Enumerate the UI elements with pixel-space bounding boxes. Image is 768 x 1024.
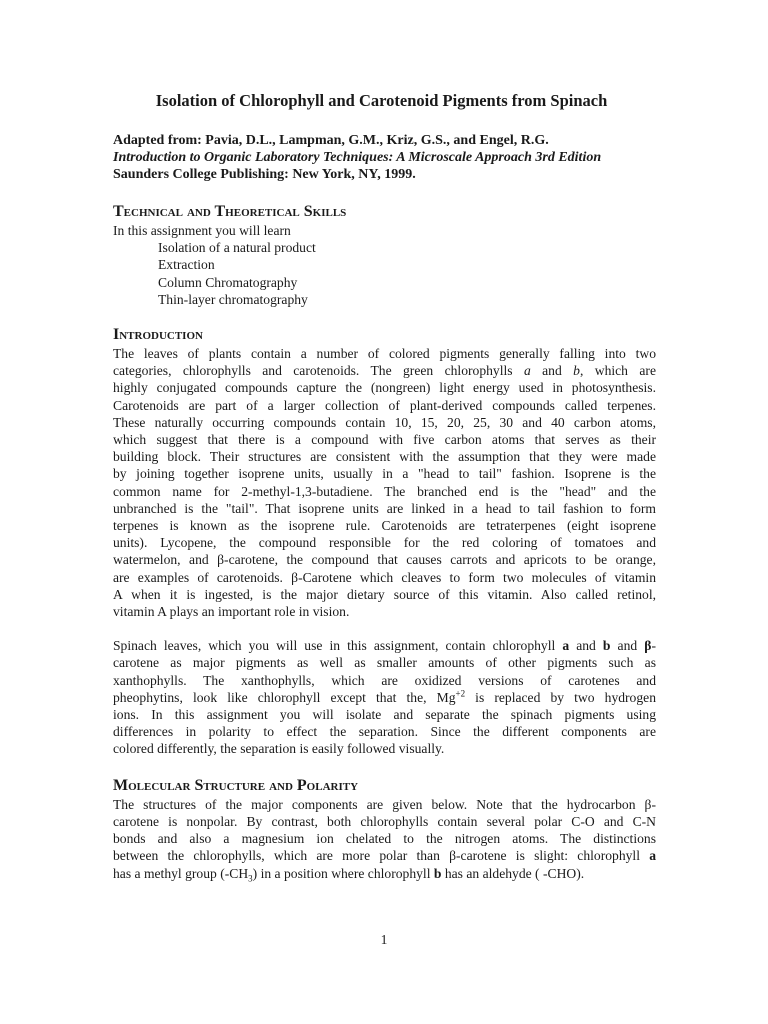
text-line: terpenes is known as the isoprene rule. Carotenoids are tetraterpenes (eight isoprene: [113, 518, 656, 534]
text-line: by joining together isoprene units, usually in a "head to tail" fashion. Isoprene is the: [113, 466, 656, 482]
source-citation: [113, 132, 656, 183]
text-line: The leaves of plants contain a number of colored pigments generally falling into two: [113, 346, 656, 362]
text-line: are examples of carotenoids. β-Carotene which cleaves to form two molecules of vitamin: [113, 569, 656, 585]
skills-heading: Technical and Theoretical Skills: [113, 203, 347, 220]
skill-item: Column Chromatography: [158, 274, 298, 290]
introduction-paragraph-2: [113, 637, 656, 757]
text-line: Spinach leaves, which you will use in this assignment, contain chlorophyll a and b and β-: [113, 638, 656, 654]
introduction-heading: Introduction: [113, 326, 203, 344]
structure-paragraph: [113, 796, 656, 882]
skill-item: Thin-layer chromatography: [158, 291, 308, 307]
text-line: highly conjugated compounds capture the (nongreen) light energy used in photosynthesis.: [113, 380, 656, 396]
skill-item: Extraction: [158, 257, 215, 273]
text-line: carotene as major pigments as well as smaller amounts of other pigments such as: [113, 655, 656, 671]
text-line: A when it is ingested, is the major dietary source of this vitamin. Also called retinol,: [113, 586, 656, 602]
text-line: carotene is nonpolar. By contrast, both chlorophylls contain several polar C-O and C-N: [113, 813, 656, 829]
text-line: has a methyl group $(-CH_3)$ in a position where chlorophyll b has an aldehyde ( -CHO).: [113, 865, 585, 884]
text-line: which suggest that there is a compound with five carbon atoms that serves as their: [113, 432, 656, 448]
citation-publisher: Saunders College Publishing: New York, NY, 1999.: [113, 167, 416, 182]
text-line: differences in polarity to effect the separation. Since the different components are: [113, 724, 656, 740]
text-line: pheophytins, look like chlorophyll except that the, $Mg^{+2}$ is replaced by two hydrogen: [113, 688, 656, 705]
citation-authors: Adapted from: Pavia, D.L., Lampman, G.M., Kriz, G.S., and Engel, R.G.: [113, 133, 549, 148]
skills-intro: In this assignment you will learn: [113, 223, 291, 238]
citation-book: Introduction to Organic Laboratory Techniques: A Microscale Approach 3rd Edition: [113, 150, 602, 165]
text-line: vitamin A plays an important role in vision.: [113, 604, 350, 620]
text-line: categories, chlorophylls and carotenoids. The green chlorophylls a and b, which are: [113, 363, 656, 379]
text-line: watermelon, and β-carotene, the compound that causes carrots and apricots to be orange,: [113, 552, 656, 568]
text-line: units). Lycopene, the compound responsible for the red coloring of tomatoes and: [113, 535, 656, 551]
text-line: The structures of the major components are given below. Note that the hydrocarbon β-: [113, 796, 656, 812]
text-line: ions. In this assignment you will isolate and separate the spinach pigments using: [113, 707, 656, 723]
text-line: bonds and also a magnesium ion chelated to the nitrogen atoms. The distinctions: [113, 831, 656, 847]
text-line: Carotenoids are part of a larger collection of plant-derived compounds called terpenes.: [113, 397, 656, 413]
page-number: 1: [380, 932, 388, 947]
text-line: building block. Their structures are consistent with the assumption that they were made: [113, 449, 656, 465]
text-line: between the chlorophylls, which are more polar than β-carotene is slight: chlorophyll a: [113, 848, 656, 864]
introduction-paragraph-1: [113, 345, 656, 620]
text-line: unbranched is the "tail". That isoprene units are linked in a head to tail fashion to form: [113, 500, 656, 516]
text-line: These naturally occurring compounds contain 10, 15, 20, 25, 30 and 40 carbon atoms,: [113, 414, 656, 430]
text-line: xanthophylls. The xanthophylls, which are oxidized versions of carotenes and: [113, 672, 656, 688]
skill-item: Isolation of a natural product: [158, 240, 316, 256]
page-content: [113, 90, 656, 882]
text-line: colored differently, the separation is easily followed visually.: [113, 741, 445, 757]
skills-list: [113, 239, 656, 308]
text-line: common name for 2-methyl-1,3-butadiene. The branched end is the "head" and the: [113, 483, 656, 499]
document-title: Isolation of Chlorophyll and Carotenoid Pigments from Spinach: [155, 91, 608, 110]
structure-heading: Molecular Structure and Polarity: [113, 776, 359, 794]
